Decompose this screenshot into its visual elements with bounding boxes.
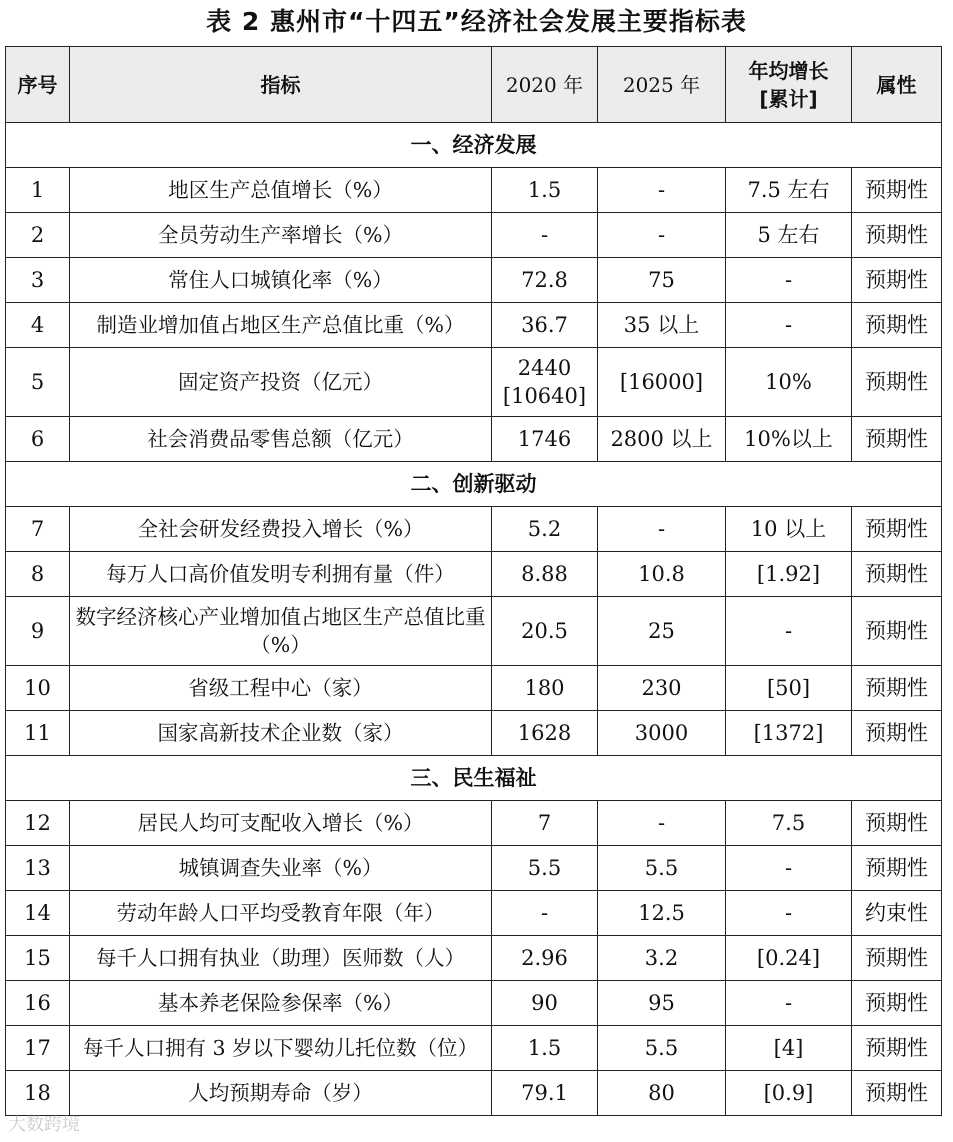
- row-indicator-name: 地区生产总值增长（%）: [70, 168, 492, 213]
- row-value-2025: -: [598, 168, 726, 213]
- table-row: [6, 552, 942, 597]
- row-attribute: 预期性: [852, 303, 942, 348]
- row-growth: [0.9]: [726, 1071, 852, 1116]
- row-attribute: 预期性: [852, 1071, 942, 1116]
- row-attribute: 预期性: [852, 348, 942, 417]
- row-growth: [50]: [726, 666, 852, 711]
- category-title: 一、经济发展: [6, 123, 942, 168]
- row-attribute: 预期性: [852, 801, 942, 846]
- row-growth: [1372]: [726, 711, 852, 756]
- row-indicator-name: 固定资产投资（亿元）: [70, 348, 492, 417]
- row-value-2025: 35 以上: [598, 303, 726, 348]
- row-indicator-name: 基本养老保险参保率（%）: [70, 981, 492, 1026]
- row-value-2025: 80: [598, 1071, 726, 1116]
- row-growth: 10%: [726, 348, 852, 417]
- row-growth: [4]: [726, 1026, 852, 1071]
- row-growth: -: [726, 303, 852, 348]
- row-attribute: 预期性: [852, 1026, 942, 1071]
- row-seq: 15: [6, 936, 70, 981]
- category-title: 三、民生福祉: [6, 756, 942, 801]
- row-value-2025: 95: [598, 981, 726, 1026]
- row-indicator-name: 国家高新技术企业数（家）: [70, 711, 492, 756]
- row-growth: 5 左右: [726, 213, 852, 258]
- row-growth: 10 以上: [726, 507, 852, 552]
- row-indicator-name: 社会消费品零售总额（亿元）: [70, 417, 492, 462]
- row-seq: 6: [6, 417, 70, 462]
- row-value-2025: 25: [598, 597, 726, 666]
- row-value-2025: 10.8: [598, 552, 726, 597]
- row-value-2020: -: [492, 891, 598, 936]
- table-body: [6, 123, 942, 1116]
- row-seq: 3: [6, 258, 70, 303]
- table-row: [6, 1026, 942, 1071]
- row-growth: -: [726, 846, 852, 891]
- row-value-2025: 5.5: [598, 846, 726, 891]
- table-row: [6, 597, 942, 666]
- row-growth: -: [726, 891, 852, 936]
- watermark: 大数跨境: [8, 1114, 80, 1135]
- header-2025: 2025 年: [598, 47, 726, 123]
- row-value-2025: 3.2: [598, 936, 726, 981]
- row-value-2025: -: [598, 507, 726, 552]
- row-indicator-name: 制造业增加值占地区生产总值比重（%）: [70, 303, 492, 348]
- row-value-2020: 1746: [492, 417, 598, 462]
- table-row: [6, 846, 942, 891]
- row-seq: 4: [6, 303, 70, 348]
- row-indicator-name: 居民人均可支配收入增长（%）: [70, 801, 492, 846]
- row-seq: 8: [6, 552, 70, 597]
- row-value-2020: 180: [492, 666, 598, 711]
- row-attribute: 预期性: [852, 258, 942, 303]
- row-indicator-name: 劳动年龄人口平均受教育年限（年）: [70, 891, 492, 936]
- row-growth: 7.5: [726, 801, 852, 846]
- row-seq: 18: [6, 1071, 70, 1116]
- row-seq: 17: [6, 1026, 70, 1071]
- row-attribute: 预期性: [852, 711, 942, 756]
- row-growth: 7.5 左右: [726, 168, 852, 213]
- table-row: [6, 303, 942, 348]
- row-value-2020: 36.7: [492, 303, 598, 348]
- row-attribute: 预期性: [852, 981, 942, 1026]
- row-attribute: 预期性: [852, 666, 942, 711]
- table-row: [6, 1071, 942, 1116]
- row-attribute: 预期性: [852, 213, 942, 258]
- row-indicator-name: 全社会研发经费投入增长（%）: [70, 507, 492, 552]
- row-seq: 16: [6, 981, 70, 1026]
- row-seq: 5: [6, 348, 70, 417]
- category-row: [6, 462, 942, 507]
- row-attribute: 预期性: [852, 936, 942, 981]
- header-growth: 年均增长 [累计]: [726, 47, 852, 123]
- table-header-row: [6, 47, 942, 123]
- row-growth: -: [726, 258, 852, 303]
- row-value-2025: -: [598, 801, 726, 846]
- row-value-2020: 7: [492, 801, 598, 846]
- row-value-2020: 1.5: [492, 168, 598, 213]
- row-attribute: 约束性: [852, 891, 942, 936]
- row-indicator-name: 常住人口城镇化率（%）: [70, 258, 492, 303]
- row-value-2025: 12.5: [598, 891, 726, 936]
- row-value-2025: [16000]: [598, 348, 726, 417]
- row-growth: 10%以上: [726, 417, 852, 462]
- header-2020: 2020 年: [492, 47, 598, 123]
- row-indicator-name: 省级工程中心（家）: [70, 666, 492, 711]
- table-row: [6, 168, 942, 213]
- row-value-2020: 2440 [10640]: [492, 348, 598, 417]
- row-attribute: 预期性: [852, 846, 942, 891]
- row-value-2020: 79.1: [492, 1071, 598, 1116]
- row-value-2025: 5.5: [598, 1026, 726, 1071]
- row-seq: 2: [6, 213, 70, 258]
- table-row: [6, 258, 942, 303]
- row-value-2020: 72.8: [492, 258, 598, 303]
- row-value-2020: 20.5: [492, 597, 598, 666]
- row-seq: 13: [6, 846, 70, 891]
- header-seq: 序号: [6, 47, 70, 123]
- row-indicator-name: 城镇调查失业率（%）: [70, 846, 492, 891]
- row-value-2020: 5.2: [492, 507, 598, 552]
- row-attribute: 预期性: [852, 417, 942, 462]
- table-row: [6, 507, 942, 552]
- row-indicator-name: 每千人口拥有执业（助理）医师数（人）: [70, 936, 492, 981]
- row-value-2020: 2.96: [492, 936, 598, 981]
- row-value-2020: 90: [492, 981, 598, 1026]
- header-indicator: 指标: [70, 47, 492, 123]
- row-value-2020: 1.5: [492, 1026, 598, 1071]
- row-value-2025: 75: [598, 258, 726, 303]
- category-row: [6, 123, 942, 168]
- row-growth: [1.92]: [726, 552, 852, 597]
- table-row: [6, 417, 942, 462]
- row-indicator-name: 每千人口拥有 3 岁以下婴幼儿托位数（位）: [70, 1026, 492, 1071]
- row-seq: 1: [6, 168, 70, 213]
- row-indicator-name: 每万人口高价值发明专利拥有量（件）: [70, 552, 492, 597]
- row-growth: -: [726, 597, 852, 666]
- indicator-table: [5, 46, 942, 1116]
- row-indicator-name: 人均预期寿命（岁）: [70, 1071, 492, 1116]
- row-seq: 9: [6, 597, 70, 666]
- row-seq: 12: [6, 801, 70, 846]
- row-seq: 11: [6, 711, 70, 756]
- table-row: [6, 936, 942, 981]
- row-value-2025: -: [598, 213, 726, 258]
- category-row: [6, 756, 942, 801]
- document-title: 表 2 惠州市“十四五”经济社会发展主要指标表: [206, 7, 747, 36]
- row-seq: 10: [6, 666, 70, 711]
- row-growth: [0.24]: [726, 936, 852, 981]
- row-indicator-name: 数字经济核心产业增加值占地区生产总值比重（%）: [70, 597, 492, 666]
- table-row: [6, 891, 942, 936]
- row-value-2025: 230: [598, 666, 726, 711]
- header-attribute: 属性: [852, 47, 942, 123]
- table-row: [6, 981, 942, 1026]
- row-seq: 7: [6, 507, 70, 552]
- row-value-2020: -: [492, 213, 598, 258]
- row-attribute: 预期性: [852, 552, 942, 597]
- row-attribute: 预期性: [852, 597, 942, 666]
- row-growth: -: [726, 981, 852, 1026]
- table-row: [6, 666, 942, 711]
- row-seq: 14: [6, 891, 70, 936]
- table-row: [6, 348, 942, 417]
- row-value-2020: 5.5: [492, 846, 598, 891]
- row-indicator-name: 全员劳动生产率增长（%）: [70, 213, 492, 258]
- row-attribute: 预期性: [852, 168, 942, 213]
- category-title: 二、创新驱动: [6, 462, 942, 507]
- table-row: [6, 213, 942, 258]
- table-row: [6, 711, 942, 756]
- table-row: [6, 801, 942, 846]
- row-value-2020: 1628: [492, 711, 598, 756]
- row-value-2025: 3000: [598, 711, 726, 756]
- row-value-2025: 2800 以上: [598, 417, 726, 462]
- row-attribute: 预期性: [852, 507, 942, 552]
- row-value-2020: 8.88: [492, 552, 598, 597]
